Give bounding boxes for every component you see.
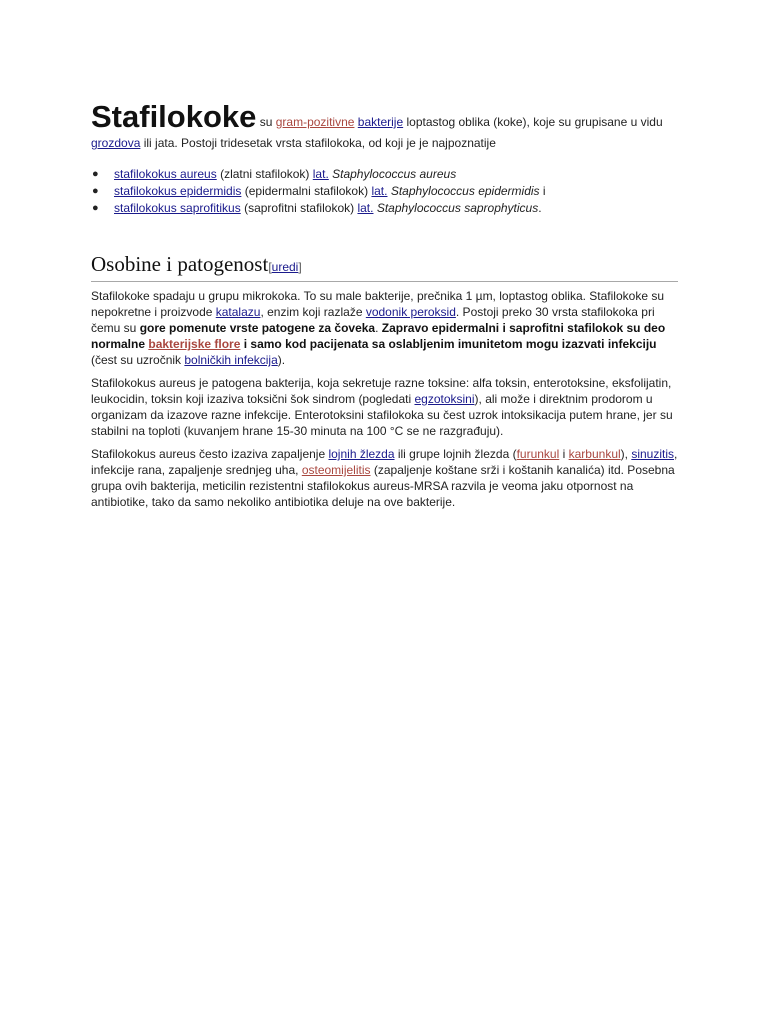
link-stafilokokus-saprofitikus[interactable]: stafilokokus saprofitikus [114,201,241,215]
list-item: ● stafilokokus aureus (zlatni stafilokok) lat. Staphylococcus aureus [92,167,457,181]
link-karbunkul[interactable]: karbunkul [568,447,621,461]
link-egzotoksini[interactable]: egzotoksini [414,392,475,406]
link-osteomijelitis[interactable]: osteomijelitis [301,463,371,477]
page-title: Stafilokoke [91,99,257,134]
intro-paragraph: Stafilokoke su gram-pozitivne bakterije loptastog oblika (koke), koje su grupisane u vidu grozdova ili jata. Postoji tridesetak vrsta stafilokoka, od koji je je najpoznatije [91,99,663,150]
link-gram-pozitivne[interactable]: gram-pozitivne [275,115,355,129]
bullet-icon: ● [92,202,99,214]
article [91,100,681,510]
list-item: ● stafilokokus epidermidis (epidermalni stafilokok) lat. Staphylococcus epidermidis i [92,184,546,198]
link-furunkul[interactable]: furunkul [516,447,560,461]
paragraph-properties: Stafilokoke spadaju u grupu mikrokoka. To su male bakterije, prečnika 1 µm, loptastog oblika. Stafilokoke su nepokretne i proizvode katalazu, enzim koji razlaže vodonik peroksid. Postoji preko 30 vrsta stafilokoka pri čemu su gore pomenute vrste patogene za čoveka. Zapravo epidermalni i saprofitni stafilokok su deo normalne bakterijske flore i samo kod pacijenata sa oslabljenim imunitetom mogu izazvati infekciju (čest su uzročnik bolničkih infekcija). [91,289,666,367]
link-lat[interactable]: lat. [312,167,329,181]
bullet-icon: ● [92,185,99,197]
link-sinuzitis[interactable]: sinuzitis [631,447,675,461]
bullet-icon: ● [92,168,99,180]
link-bakterijske-flore[interactable]: bakterijske flore [148,337,241,351]
link-katalazu[interactable]: katalazu [215,305,261,319]
link-vodonik-peroksid[interactable]: vodonik peroksid [365,305,456,319]
link-bolnickih-infekcija[interactable]: bolničkih infekcija [184,353,278,367]
section-heading: Osobine i patogenost[uredi] [91,251,678,282]
list-item: ● stafilokokus saprofitikus (saprofitni stafilokok) lat. Staphylococcus saprophyticus. [92,201,542,215]
edit-link[interactable]: uredi [271,260,299,274]
link-lat[interactable]: lat. [357,201,374,215]
link-stafilokokus-epidermidis[interactable]: stafilokokus epidermidis [114,184,242,198]
species-list [91,166,681,217]
link-lat[interactable]: lat. [371,184,388,198]
link-lojnih-zlezda[interactable]: lojnih žlezda [328,447,395,461]
paragraph-aureus-toxins: Stafilokokus aureus je patogena bakterija, koja sekretuje razne toksine: alfa toksin, enterotoksine, eksfolijatin, leukocidin, toksin koji izaziva toksični šok sindrom (pogledati egzotoksini), ali može i direktnim prodorom u organizam da izazove razne infekcije. Enterotoksini stafilokoka su čest uzrok intoksikacija putem hrane, jer su stabilni na toploti (kuvanjem hrane 15-30 minuta na 100 °C se ne razgrađuju). [91,376,673,438]
link-bakterije[interactable]: bakterije [357,115,404,129]
edit-section: [uredi] [268,260,302,274]
link-grozdova[interactable]: grozdova [91,136,141,150]
link-stafilokokus-aureus[interactable]: stafilokokus aureus [114,167,217,181]
paragraph-aureus-infections: Stafilokokus aureus često izaziva zapaljenje lojnih žlezda ili grupe lojnih žlezda (furunkul i karbunkul), sinuzitis, infekcije rana, zapaljenje srednjeg uha, osteomijelitis (zapaljenje koštane srži i koštanih kanalića) itd. Posebna grupa ovih bakterija, meticilin rezistentni stafilokokus aureus-MRSA razvila je veoma jaku otpornost na antibiotike, tako da samo nekoliko antibiotika deluje na ove bakterije. [91,447,678,509]
